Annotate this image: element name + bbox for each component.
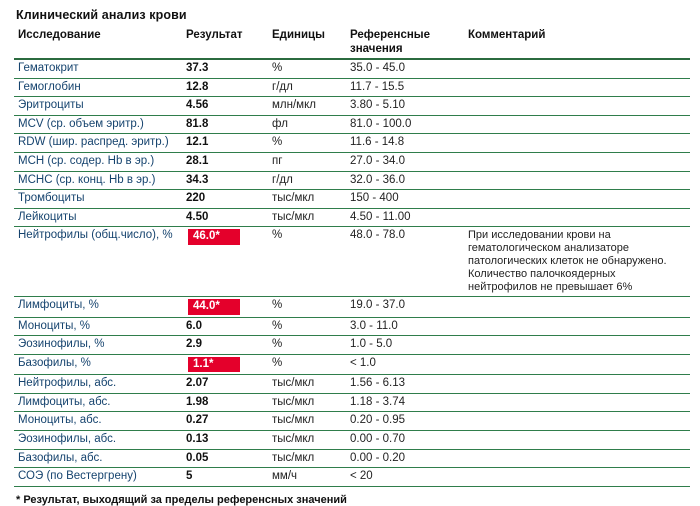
cell-units: тыс/мкл [268,412,346,431]
cell-comment [464,393,690,412]
cell-comment [464,336,690,355]
cell-study-name: Эритроциты [14,97,182,116]
table-row [14,97,690,116]
cell-comment [464,97,690,116]
cell-units: тыс/мкл [268,393,346,412]
cell-units: % [268,317,346,336]
cell-units: % [268,336,346,355]
cell-units: тыс/мкл [268,190,346,209]
table-row [14,468,690,487]
cell-reference-range: 150 - 400 [346,190,464,209]
cell-result: 12.8 [182,78,268,97]
cell-comment [464,468,690,487]
column-header-comment: Комментарий [464,27,690,59]
cell-study-name: Гемоглобин [14,78,182,97]
cell-units: пг [268,152,346,171]
table-row [14,393,690,412]
cell-units: % [268,227,346,297]
table-body [14,59,690,486]
cell-study-name: Базофилы, % [14,354,182,375]
table-row [14,227,690,297]
page-title: Клинический анализ крови [16,8,187,22]
cell-study-name: Лимфоциты, абс. [14,393,182,412]
column-header-study: Исследование [14,27,182,59]
table-row [14,412,690,431]
cell-study-name: СОЭ (по Вестергрену) [14,468,182,487]
cell-result [182,354,268,375]
cell-comment: При исследовании крови на гематологическом анализаторе патологических клеток не обнаружено. Количество палочкоядерных нейтрофилов не превышает 6% [464,227,690,297]
cell-comment [464,208,690,227]
cell-reference-range: 11.7 - 15.5 [346,78,464,97]
cell-study-name: Нейтрофилы, абс. [14,375,182,394]
cell-result: 4.50 [182,208,268,227]
cell-study-name: Эозинофилы, % [14,336,182,355]
cell-units: млн/мкл [268,97,346,116]
cell-comment [464,59,690,78]
cell-reference-range: 27.0 - 34.0 [346,152,464,171]
cell-reference-range: 3.0 - 11.0 [346,317,464,336]
cell-reference-range: 1.0 - 5.0 [346,336,464,355]
cell-result: 6.0 [182,317,268,336]
cell-units: тыс/мкл [268,430,346,449]
cell-units: г/дл [268,171,346,190]
cell-result: 5 [182,468,268,487]
cell-reference-range: 3.80 - 5.10 [346,97,464,116]
cell-comment [464,449,690,468]
cell-units: % [268,59,346,78]
table-row [14,171,690,190]
cell-result: 1.98 [182,393,268,412]
cell-units: мм/ч [268,468,346,487]
cell-result: 2.07 [182,375,268,394]
cell-result: 37.3 [182,59,268,78]
cell-study-name: Эозинофилы, абс. [14,430,182,449]
cell-result: 2.9 [182,336,268,355]
cell-comment [464,190,690,209]
cell-units: % [268,354,346,375]
cell-reference-range: 1.56 - 6.13 [346,375,464,394]
cell-result: 220 [182,190,268,209]
cell-reference-range: 19.0 - 37.0 [346,297,464,318]
out-of-range-flag: 46.0* [188,229,240,245]
cell-reference-range: 48.0 - 78.0 [346,227,464,297]
cell-result: 81.8 [182,115,268,134]
cell-comment [464,115,690,134]
column-header-reference-line1: Референсные [350,29,431,41]
cell-study-name: Нейтрофилы (общ.число), % [14,227,182,297]
cell-result [182,227,268,297]
table-row [14,375,690,394]
cell-reference-range: 0.00 - 0.20 [346,449,464,468]
column-header-units: Единицы [268,27,346,59]
cell-study-name: Лимфоциты, % [14,297,182,318]
cell-units: тыс/мкл [268,375,346,394]
cell-reference-range: 0.00 - 0.70 [346,430,464,449]
cell-reference-range: 4.50 - 11.00 [346,208,464,227]
lab-results-table [14,27,690,487]
cell-result [182,297,268,318]
cell-study-name: Базофилы, абс. [14,449,182,468]
table-row [14,190,690,209]
cell-comment [464,317,690,336]
cell-study-name: Гематокрит [14,59,182,78]
cell-reference-range: < 1.0 [346,354,464,375]
cell-study-name: Лейкоциты [14,208,182,227]
cell-result: 0.05 [182,449,268,468]
table-header [14,27,690,59]
cell-comment [464,171,690,190]
cell-reference-range: 35.0 - 45.0 [346,59,464,78]
cell-reference-range: 11.6 - 14.8 [346,134,464,153]
cell-comment [464,430,690,449]
cell-comment [464,412,690,431]
table-row [14,208,690,227]
cell-units: тыс/мкл [268,449,346,468]
footnote: * Результат, выходящий за пределы референсных значений [16,493,347,506]
cell-comment [464,297,690,318]
cell-units: % [268,297,346,318]
out-of-range-flag: 44.0* [188,299,240,315]
out-of-range-flag: 1.1* [188,357,240,373]
table-row [14,115,690,134]
column-header-reference [346,27,464,59]
cell-comment [464,375,690,394]
cell-units: % [268,134,346,153]
cell-study-name: Моноциты, абс. [14,412,182,431]
cell-comment [464,78,690,97]
table-row [14,354,690,375]
column-header-result: Результат [182,27,268,59]
cell-comment [464,134,690,153]
cell-reference-range: 81.0 - 100.0 [346,115,464,134]
cell-units: тыс/мкл [268,208,346,227]
cell-study-name: MCHC (ср. конц. Hb в эр.) [14,171,182,190]
cell-units: фл [268,115,346,134]
cell-result: 28.1 [182,152,268,171]
table-row [14,152,690,171]
cell-result: 0.13 [182,430,268,449]
table-row [14,317,690,336]
cell-comment [464,354,690,375]
cell-study-name: RDW (шир. распред. эритр.) [14,134,182,153]
cell-study-name: MCH (ср. содер. Hb в эр.) [14,152,182,171]
cell-study-name: Моноциты, % [14,317,182,336]
cell-comment [464,152,690,171]
column-header-reference-line2: значения [350,42,403,55]
cell-result: 0.27 [182,412,268,431]
table-row [14,297,690,318]
table-row [14,78,690,97]
cell-study-name: Тромбоциты [14,190,182,209]
table-row [14,449,690,468]
cell-reference-range: 1.18 - 3.74 [346,393,464,412]
table-row [14,59,690,78]
cell-result: 4.56 [182,97,268,116]
table-row [14,336,690,355]
cell-reference-range: 0.20 - 0.95 [346,412,464,431]
table-row [14,134,690,153]
cell-result: 12.1 [182,134,268,153]
cell-study-name: MCV (ср. объем эритр.) [14,115,182,134]
table-row [14,430,690,449]
cell-units: г/дл [268,78,346,97]
cell-reference-range: < 20 [346,468,464,487]
cell-result: 34.3 [182,171,268,190]
cell-reference-range: 32.0 - 36.0 [346,171,464,190]
